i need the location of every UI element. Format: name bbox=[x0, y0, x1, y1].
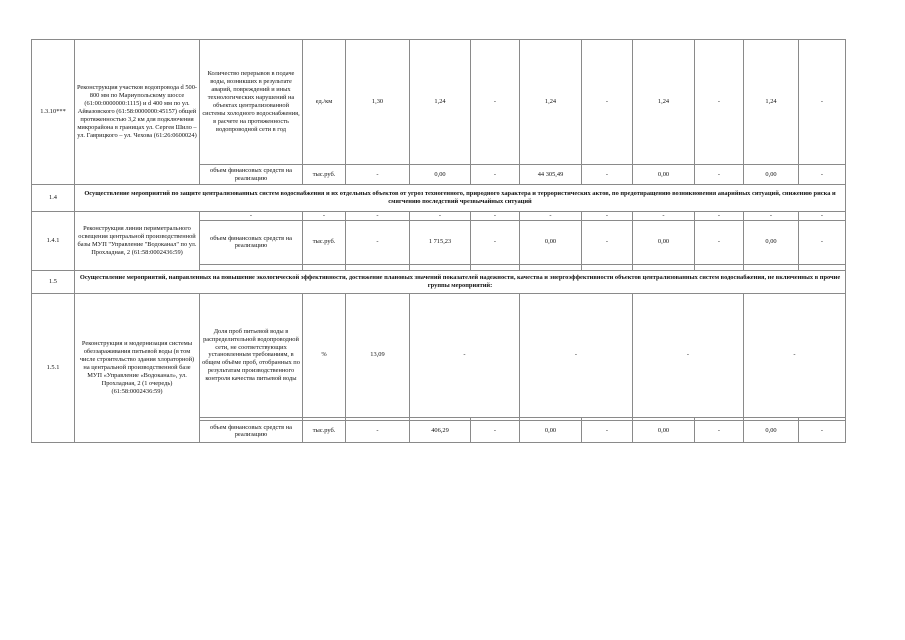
investment-program-table bbox=[31, 39, 846, 443]
finance-value: - bbox=[346, 165, 410, 185]
finance-value: 0,00 bbox=[633, 420, 695, 442]
finance-value: - bbox=[799, 220, 846, 264]
dash-cell: - bbox=[303, 212, 346, 221]
finance-unit: тыс.руб. bbox=[303, 220, 346, 264]
section-title: Осуществление мероприятий по защите централизованных систем водоснабжения и их отдельных объектов от угроз техногенного, природного характера и террористических актов, по предотвращению возникновения аварийных ситуаций, снижению риска и смягчению последствий чрезвычайных ситуаций bbox=[75, 185, 846, 212]
row-number: 1.5.1 bbox=[32, 293, 75, 442]
finance-unit: тыс.руб. bbox=[303, 420, 346, 442]
finance-value: 0,00 bbox=[520, 420, 582, 442]
finance-label: объем финансовых средств на реализацию bbox=[200, 165, 303, 185]
finance-value: 1 715,23 bbox=[410, 220, 471, 264]
value-cell: 1,30 bbox=[346, 40, 410, 165]
section-1-4 bbox=[32, 185, 846, 212]
dash-cell: - bbox=[744, 212, 799, 221]
finance-value: - bbox=[695, 220, 744, 264]
finance-label: объем финансовых средств на реализацию bbox=[200, 220, 303, 264]
dash-cell: - bbox=[346, 212, 410, 221]
value-cell: - bbox=[695, 40, 744, 165]
finance-value: - bbox=[346, 220, 410, 264]
finance-value: 0,00 bbox=[410, 165, 471, 185]
value-cell: - bbox=[471, 40, 520, 165]
value-cell: - bbox=[520, 293, 633, 417]
finance-value: - bbox=[799, 165, 846, 185]
finance-value: 0,00 bbox=[744, 220, 799, 264]
finance-value: - bbox=[582, 220, 633, 264]
row-number: 1.4.1 bbox=[32, 212, 75, 271]
finance-unit: тыс.руб. bbox=[303, 165, 346, 185]
unit-cell: ед./км bbox=[303, 40, 346, 165]
finance-value: 0,00 bbox=[633, 220, 695, 264]
value-cell: 13,09 bbox=[346, 293, 410, 417]
dash-cell: - bbox=[200, 212, 303, 221]
finance-value: 0,00 bbox=[744, 165, 799, 185]
section-number: 1.4 bbox=[32, 185, 75, 212]
measure-description: Реконструкция и модернизация системы обеззараживания питьевой воды (в том числе строительство здания хлораторной) на центральной производственной базе МУП «Управление «Водоканал», ул. Прохладная, 2 (1 очередь) (61:58:0002436:59) bbox=[75, 293, 200, 442]
finance-value: - bbox=[695, 165, 744, 185]
dash-cell: - bbox=[471, 212, 520, 221]
indicator-description: Доля проб питьевой воды в распределительной водопроводной сети, не соответствующих установленным требованиям, в общем объёме проб, отобранных по результатам производственного контроля качества питьевой воды bbox=[200, 293, 303, 417]
row-1-5-1 bbox=[32, 293, 846, 417]
dash-cell: - bbox=[799, 212, 846, 221]
value-cell: - bbox=[744, 293, 846, 417]
finance-value: 0,00 bbox=[633, 165, 695, 185]
dash-cell: - bbox=[410, 212, 471, 221]
row-1-4-1-dashes bbox=[32, 212, 846, 221]
section-1-5 bbox=[32, 270, 846, 293]
dash-cell: - bbox=[520, 212, 582, 221]
value-cell: 1,24 bbox=[633, 40, 695, 165]
value-cell: 1,24 bbox=[744, 40, 799, 165]
row-1-3-10 bbox=[32, 40, 846, 165]
section-title: Осуществление мероприятий, направленных на повышение экологической эффективности, достижение плановых значений показателей надежности, качества и энергоэффективности объектов централизованных систем водоснабжения, не включенных в прочие группы мероприятий: bbox=[75, 270, 846, 293]
finance-value: 44 305,49 bbox=[520, 165, 582, 185]
finance-value: - bbox=[346, 420, 410, 442]
dash-cell: - bbox=[582, 212, 633, 221]
finance-value: 0,00 bbox=[520, 220, 582, 264]
finance-label: объем финансовых средств на реализацию bbox=[200, 420, 303, 442]
value-cell: 1,24 bbox=[410, 40, 471, 165]
finance-value: 0,00 bbox=[744, 420, 799, 442]
value-cell: - bbox=[582, 40, 633, 165]
value-cell: - bbox=[633, 293, 744, 417]
finance-value: - bbox=[582, 165, 633, 185]
value-cell: - bbox=[410, 293, 520, 417]
value-cell: 1,24 bbox=[520, 40, 582, 165]
finance-value: - bbox=[471, 420, 520, 442]
finance-value: - bbox=[471, 165, 520, 185]
row-number: 1.3.10*** bbox=[32, 40, 75, 185]
finance-value: - bbox=[799, 420, 846, 442]
unit-cell: % bbox=[303, 293, 346, 417]
measure-description: Реконструкция участков водопровода d 500-800 мм по Мариупольскому шоссе (61:00:0000000:1115) и d 400 мм по ул. Айвазовского (61:58:0000000:45157) общей протяженностью 3,2 км для подключения микрорайона в границах ул. Сергея Шило – ул. Гаврицкого – ул. Чехова (61:26:0600024) bbox=[75, 40, 200, 185]
section-number: 1.5 bbox=[32, 270, 75, 293]
finance-value: - bbox=[471, 220, 520, 264]
indicator-description: Количество перерывов в подаче воды, возникших в результате аварий, повреждений и иных технологических нарушений на объектах централизованной системы холодного водоснабжения, в расчете на протяженность водопроводной сети в год bbox=[200, 40, 303, 165]
finance-value: - bbox=[582, 420, 633, 442]
value-cell: - bbox=[799, 40, 846, 165]
finance-value: - bbox=[695, 420, 744, 442]
measure-description: Реконструкция линии периметрального освещения центральной производственной базы МУП "Управление "Водоканал" по ул. Прохладная, 2 (61:58:0002436:59) bbox=[75, 212, 200, 271]
dash-cell: - bbox=[695, 212, 744, 221]
finance-value: 406,29 bbox=[410, 420, 471, 442]
dash-cell: - bbox=[633, 212, 695, 221]
